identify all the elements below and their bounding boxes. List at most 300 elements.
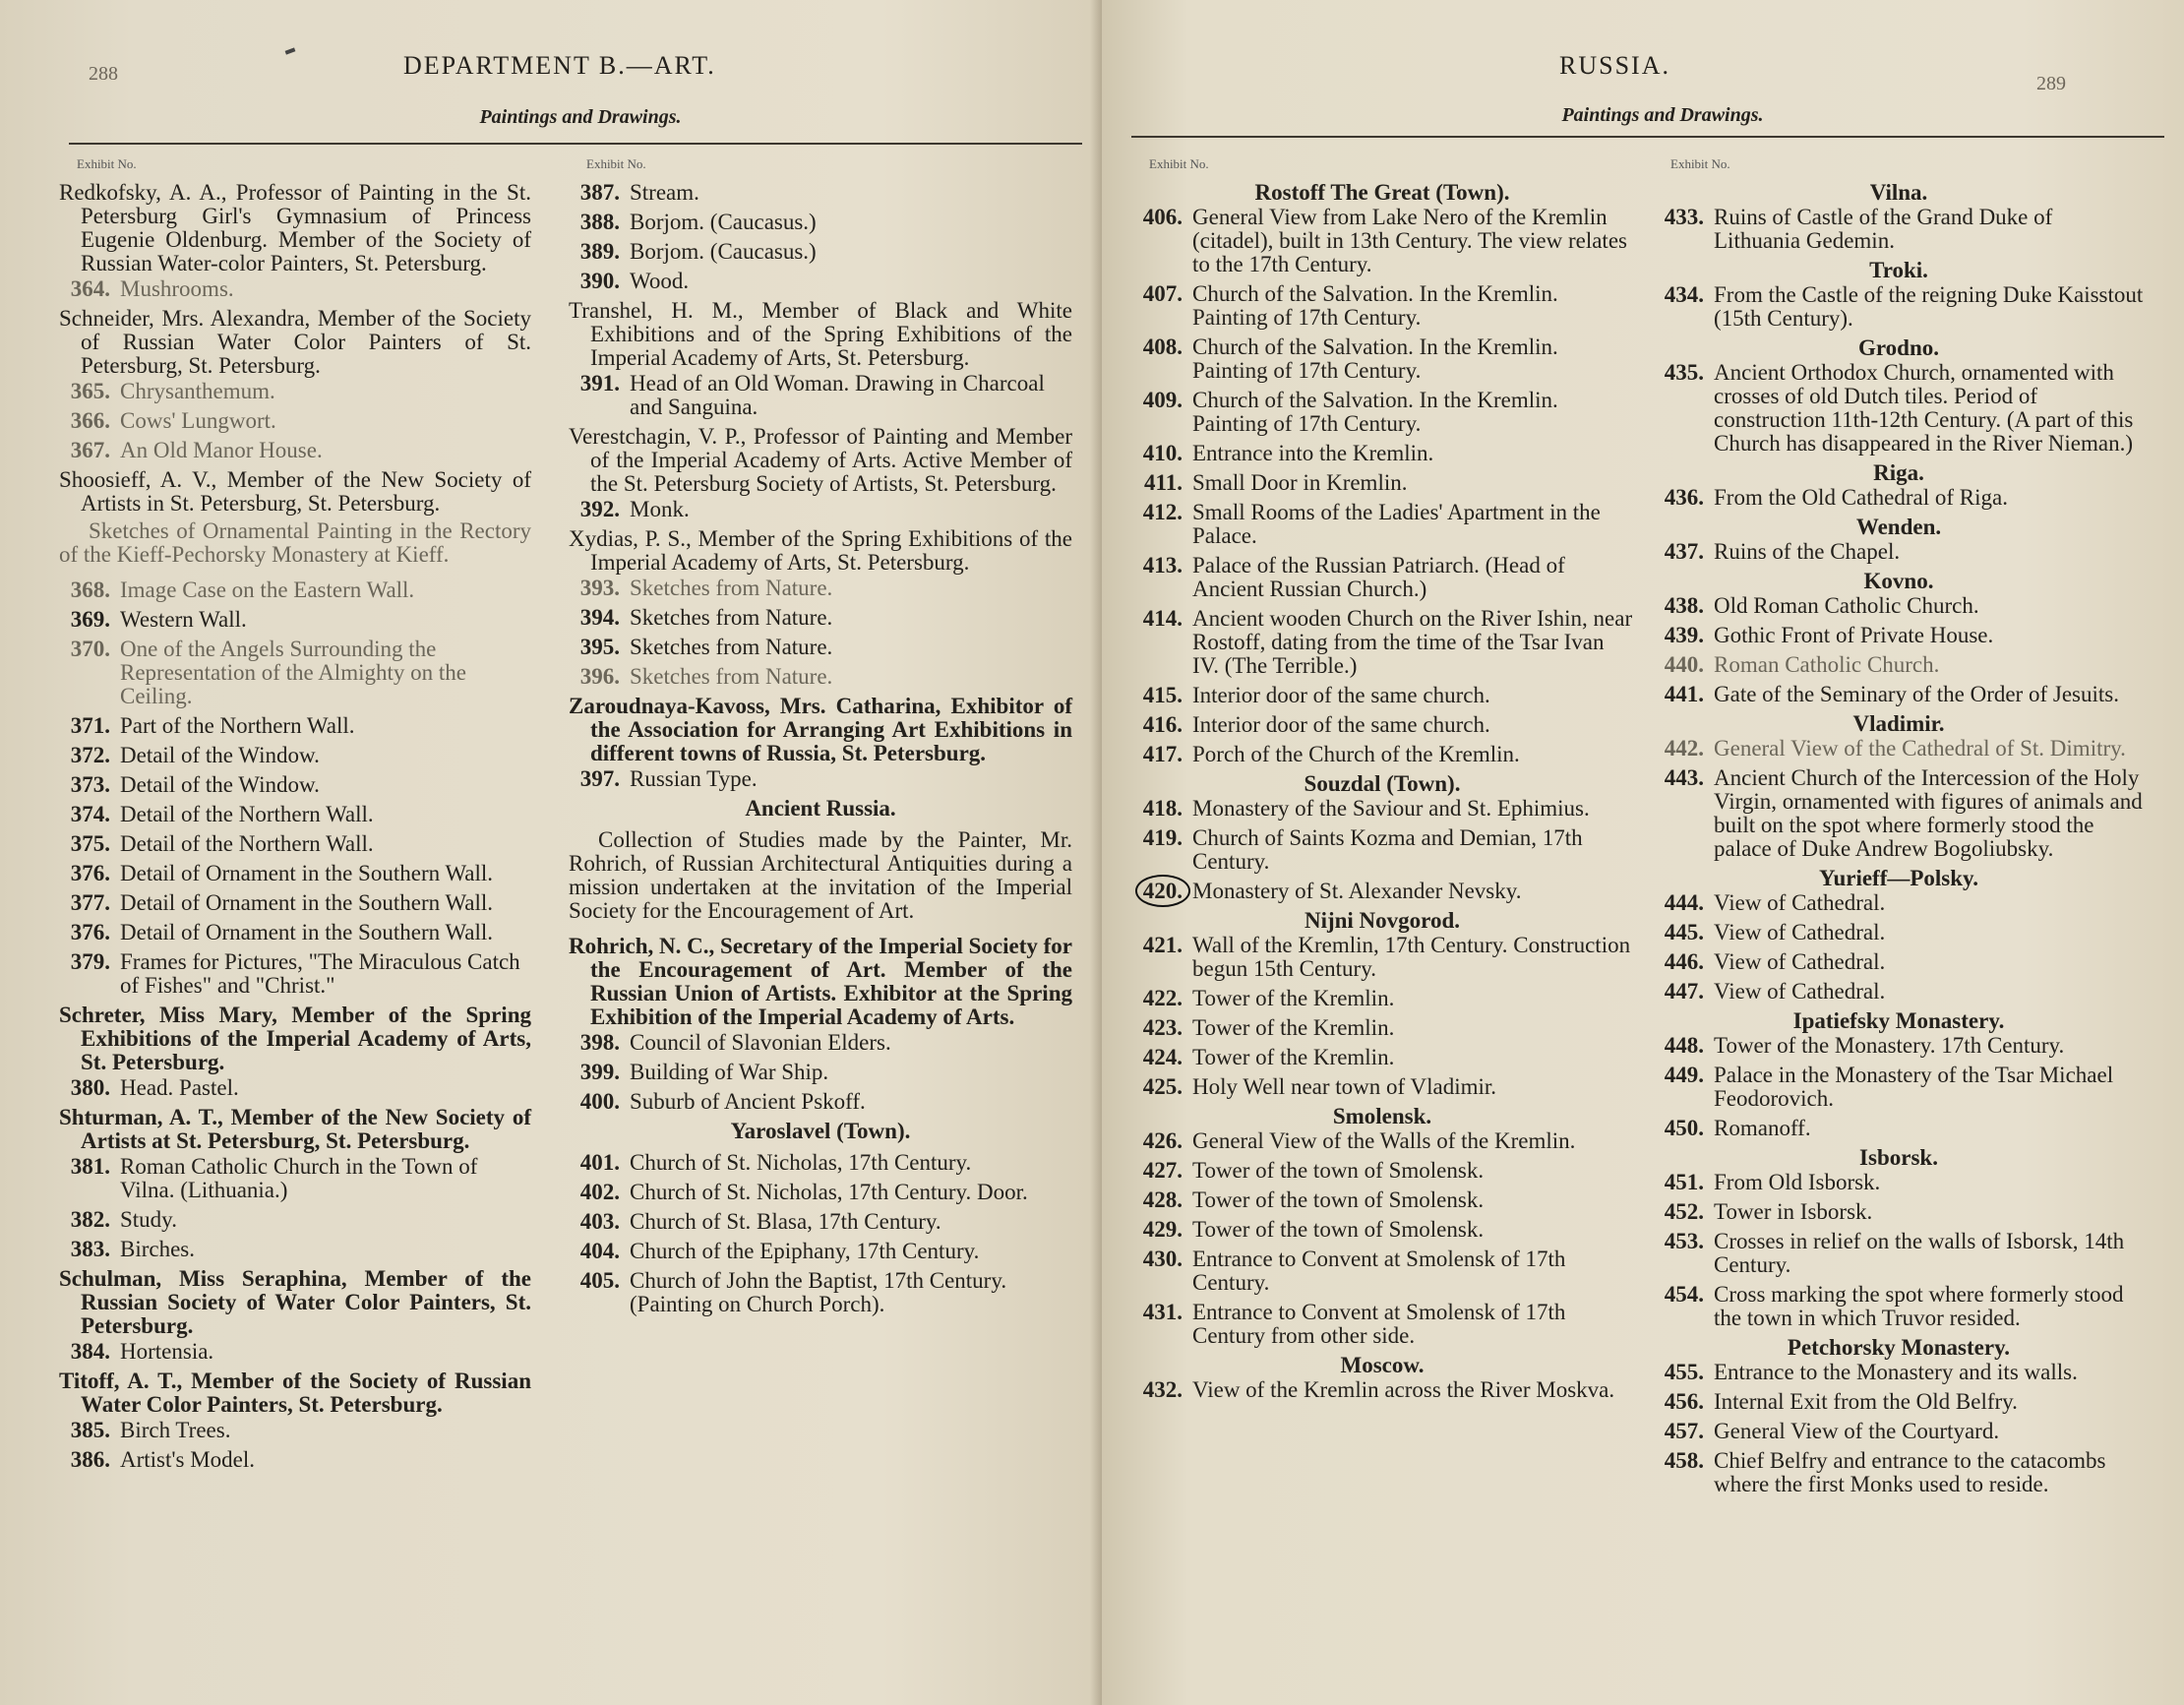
- exhibit-title: Cross marking the spot where formerly stood the town in which Truvor resided.: [1714, 1282, 2124, 1330]
- exhibit-number: 380.: [70, 1075, 110, 1100]
- exhibit-title: Birch Trees.: [120, 1418, 231, 1442]
- exhibit-number: 410.: [1142, 441, 1183, 465]
- exhibit-title: Monastery of St. Alexander Nevsky.: [1192, 879, 1522, 903]
- location-heading: Nijni Novgorod.: [1304, 908, 1461, 933]
- exhibit-title: From Old Isborsk.: [1714, 1170, 1881, 1194]
- exhibit-title: Suburb of Ancient Pskoff.: [630, 1089, 866, 1114]
- exhibit-item: [569, 1240, 1072, 1263]
- exhibit-item: [1653, 1171, 2145, 1194]
- exhibit-item: [1653, 950, 2145, 974]
- exhibit-title: Church of Saints Kozma and Demian, 17th Century.: [1192, 825, 1583, 874]
- exhibit-number: 385.: [70, 1418, 110, 1442]
- exhibit-title: Sketches from Nature.: [630, 605, 833, 630]
- exhibit-number: 441.: [1664, 682, 1704, 706]
- exhibit-number: 419.: [1142, 825, 1183, 850]
- exhibit-title: Western Wall.: [120, 607, 247, 632]
- exhibit-item: [59, 950, 531, 998]
- exhibit-title: Church of the Salvation. In the Kremlin. Painting of 17th Century.: [1192, 335, 1558, 383]
- header-rule-right: [1131, 136, 2164, 138]
- exhibit-item: [59, 409, 531, 433]
- column-head: Exhibit No.: [1670, 156, 1730, 171]
- exhibit-item: [1131, 934, 1633, 981]
- exhibit-number: 402.: [579, 1180, 620, 1204]
- exhibit-number: 393.: [579, 576, 620, 600]
- exhibit-item: [1653, 624, 2145, 647]
- exhibit-number: 458.: [1664, 1448, 1704, 1473]
- exhibit-number: 373.: [70, 772, 110, 797]
- exhibit-title: Ruins of Castle of the Grand Duke of Lithuania Gedemin.: [1714, 205, 2053, 253]
- exhibit-title: General View of the Cathedral of St. Dimitry.: [1714, 736, 2126, 761]
- exhibit-number: 443.: [1664, 765, 1704, 790]
- exhibit-item: [569, 372, 1072, 419]
- section-heading: Yaroslavel (Town).: [730, 1119, 911, 1143]
- exhibit-item: [1653, 1200, 2145, 1224]
- location-heading: Vladimir.: [1852, 711, 1945, 736]
- exhibit-item: [1131, 743, 1633, 766]
- exhibit-title: Church of the Salvation. In the Kremlin. Painting of 17th Century.: [1192, 281, 1558, 330]
- exhibit-number: 407.: [1142, 281, 1183, 306]
- exhibit-title: Porch of the Church of the Kremlin.: [1192, 742, 1520, 766]
- pencil-mark: [285, 47, 296, 54]
- exhibit-number: 414.: [1142, 606, 1183, 631]
- exhibit-title: Ancient Church of the Intercession of the Holy Virgin, ornamented with figures of animals and built on the spot where formerly stood the palace of Duke Andrew Bogoliubsky.: [1714, 765, 2143, 861]
- exhibit-number: 403.: [579, 1209, 620, 1234]
- exhibit-title: Crosses in relief on the walls of Isborsk, 14th Century.: [1714, 1229, 2125, 1277]
- artist-entry: Schulman, Miss Seraphina, Member of the Russian Society of Water Color Painters, St. Petersburg.: [59, 1266, 531, 1338]
- artist-entry: Shoosieff, A. V., Member of the New Society of Artists in St. Petersburg, St. Petersburg.: [59, 467, 531, 516]
- exhibit-item: [1653, 1420, 2145, 1443]
- exhibit-item: [1653, 540, 2145, 564]
- exhibit-title: Hortensia.: [120, 1339, 214, 1364]
- exhibit-title: View of Cathedral.: [1714, 979, 1886, 1004]
- exhibit-title: Detail of the Window.: [120, 743, 320, 767]
- exhibit-title: Detail of Ornament in the Southern Wall.: [120, 861, 494, 885]
- exhibit-title: Gate of the Seminary of the Order of Jesuits.: [1714, 682, 2119, 706]
- exhibit-number: 424.: [1142, 1045, 1183, 1069]
- column-2: [569, 157, 1072, 1322]
- exhibit-title: View of Cathedral.: [1714, 920, 1886, 944]
- exhibit-item: [59, 714, 531, 738]
- exhibit-item: [1131, 282, 1633, 330]
- exhibit-number: 457.: [1664, 1419, 1704, 1443]
- exhibit-number: 401.: [579, 1150, 620, 1175]
- exhibit-item: [1653, 683, 2145, 706]
- exhibit-item: [1131, 797, 1633, 821]
- column-head: Exhibit No.: [77, 156, 137, 171]
- exhibit-number: 387.: [579, 180, 620, 205]
- exhibit-number: 446.: [1664, 949, 1704, 974]
- exhibit-item: [1653, 1230, 2145, 1277]
- exhibit-item: [569, 636, 1072, 659]
- column-4: [1653, 157, 2145, 1502]
- exhibit-item: [59, 773, 531, 797]
- exhibit-number: 382.: [70, 1207, 110, 1232]
- location-heading: Petchorsky Monastery.: [1787, 1335, 2011, 1360]
- exhibit-title: Head. Pastel.: [120, 1075, 239, 1100]
- exhibit-item: [569, 270, 1072, 293]
- exhibit-number: 379.: [70, 949, 110, 974]
- exhibit-title: General View from Lake Nero of the Kremlin (citadel), built in 13th Century. The view relates to the 17th Century.: [1192, 205, 1627, 276]
- section-head-left: Paintings and Drawings.: [479, 106, 682, 128]
- exhibit-item: [569, 1210, 1072, 1234]
- exhibit-title: Roman Catholic Church in the Town of Vilna. (Lithuania.): [120, 1154, 478, 1202]
- exhibit-number: 431.: [1142, 1300, 1183, 1324]
- exhibit-item: [1653, 206, 2145, 253]
- exhibit-number: 432.: [1142, 1377, 1183, 1402]
- exhibit-number: 392.: [579, 497, 620, 521]
- exhibit-item: [1131, 206, 1633, 276]
- exhibit-title: Monastery of the Saviour and St. Ephimius.: [1192, 796, 1590, 821]
- exhibit-item: [59, 578, 531, 602]
- exhibit-title: An Old Manor House.: [120, 438, 323, 462]
- exhibit-title: View of Cathedral.: [1714, 890, 1886, 915]
- exhibit-title: Ancient wooden Church on the River Ishin, near Rostoff, dating from the time of the Tsar Ivan IV. (The Terrible.): [1192, 606, 1633, 678]
- exhibit-title: Mushrooms.: [120, 276, 234, 301]
- section-heading: Ancient Russia.: [745, 796, 896, 821]
- exhibit-item: [569, 606, 1072, 630]
- exhibit-number: 454.: [1664, 1282, 1704, 1307]
- exhibit-item: [569, 1269, 1072, 1316]
- column-3: [1131, 157, 1633, 1408]
- exhibit-number: 383.: [70, 1237, 110, 1261]
- exhibit-item: [569, 1031, 1072, 1055]
- exhibit-item: [59, 862, 531, 885]
- exhibit-title: Internal Exit from the Old Belfry.: [1714, 1389, 2018, 1414]
- location-heading: Ipatiefsky Monastery.: [1792, 1008, 2005, 1033]
- exhibit-title: Tower in Isborsk.: [1714, 1199, 1873, 1224]
- exhibit-item: [1131, 1075, 1633, 1099]
- exhibit-title: Tower of the Kremlin.: [1192, 1045, 1395, 1069]
- artist-entry: Zaroudnaya-Kavoss, Mrs. Catharina, Exhibitor of the Association for Arranging Art Exhibitions in different towns of Russia, St. Petersburg.: [569, 694, 1072, 765]
- artist-entry: Transhel, H. M., Member of Black and White Exhibitions and of the Spring Exhibitions of the Imperial Academy of Arts, St. Petersburg.: [569, 298, 1072, 370]
- exhibit-item: [569, 577, 1072, 600]
- exhibit-number: 452.: [1664, 1199, 1704, 1224]
- exhibit-title: One of the Angels Surrounding the Representation of the Almighty on the Ceiling.: [120, 637, 466, 708]
- exhibit-number: 438.: [1664, 593, 1704, 618]
- exhibit-title: Tower of the Kremlin.: [1192, 986, 1395, 1010]
- exhibit-title: Entrance to the Monastery and its walls.: [1714, 1360, 2078, 1384]
- location-heading: Riga.: [1873, 460, 1924, 485]
- exhibit-title: Palace in the Monastery of the Tsar Michael Feodorovich.: [1714, 1063, 2114, 1111]
- exhibit-title: Russian Type.: [630, 766, 758, 791]
- exhibit-number: 439.: [1664, 623, 1704, 647]
- running-head-right: RUSSIA.: [1559, 51, 1670, 80]
- exhibit-number: 422.: [1142, 986, 1183, 1010]
- exhibit-title: Sketches from Nature.: [630, 576, 833, 600]
- exhibit-item: [59, 1340, 531, 1364]
- exhibit-number: 418.: [1142, 796, 1183, 821]
- exhibit-item: [1131, 389, 1633, 436]
- exhibit-title: Church of the Salvation. In the Kremlin. Painting of 17th Century.: [1192, 388, 1558, 436]
- location-heading: Rostoff The Great (Town).: [1254, 180, 1510, 205]
- location-heading: Isborsk.: [1859, 1145, 1938, 1170]
- exhibit-number: 430.: [1142, 1247, 1183, 1271]
- exhibit-item: [59, 1238, 531, 1261]
- exhibit-title: Chrysanthemum.: [120, 379, 275, 403]
- location-heading: Vilna.: [1869, 180, 1928, 205]
- exhibit-title: Small Rooms of the Ladies' Apartment in the Palace.: [1192, 500, 1601, 548]
- location-heading: Kovno.: [1863, 569, 1934, 593]
- exhibit-title: Wall of the Kremlin, 17th Century. Construction begun 15th Century.: [1192, 933, 1631, 981]
- exhibit-title: Wood.: [630, 269, 690, 293]
- exhibit-title: Interior door of the same church.: [1192, 712, 1490, 737]
- exhibit-number: 448.: [1664, 1033, 1704, 1058]
- location-heading: Souzdal (Town).: [1304, 771, 1461, 796]
- exhibit-number: 376.: [70, 920, 110, 944]
- exhibit-title: Image Case on the Eastern Wall.: [120, 578, 415, 602]
- exhibit-title: Small Door in Kremlin.: [1192, 470, 1408, 495]
- exhibit-item: [569, 498, 1072, 521]
- exhibit-number: 449.: [1664, 1063, 1704, 1087]
- exhibit-item: [1131, 1248, 1633, 1295]
- exhibit-number: 386.: [70, 1447, 110, 1472]
- location-heading: Smolensk.: [1332, 1104, 1432, 1128]
- exhibit-title: Building of War Ship.: [630, 1060, 829, 1084]
- exhibit-title: Council of Slavonian Elders.: [630, 1030, 891, 1055]
- exhibit-item: [1653, 594, 2145, 618]
- exhibit-item: [1131, 1188, 1633, 1212]
- exhibit-item: [1131, 713, 1633, 737]
- artist-entry: Titoff, A. T., Member of the Society of Russian Water Color Painters, St. Petersburg.: [59, 1369, 531, 1417]
- exhibit-title: Sketches from Nature.: [630, 664, 833, 689]
- exhibit-item: [1131, 1301, 1633, 1348]
- exhibit-number: 374.: [70, 802, 110, 826]
- exhibit-item: [59, 921, 531, 944]
- column-1: [59, 157, 531, 1478]
- exhibit-number: 406.: [1142, 205, 1183, 229]
- exhibit-title: Borjom. (Caucasus.): [630, 239, 817, 264]
- exhibit-item: [1131, 554, 1633, 601]
- exhibit-number: 420.: [1131, 880, 1192, 903]
- exhibit-item: [59, 744, 531, 767]
- exhibit-number: 365.: [70, 379, 110, 403]
- exhibit-item: [569, 181, 1072, 205]
- header-rule-left: [69, 143, 1082, 145]
- artist-entry: Shturman, A. T., Member of the New Society of Artists at St. Petersburg, St. Petersburg.: [59, 1105, 531, 1153]
- exhibit-title: Chief Belfry and entrance to the catacombs where the first Monks used to reside.: [1714, 1448, 2106, 1496]
- exhibit-number: 396.: [579, 664, 620, 689]
- exhibit-title: Interior door of the same church.: [1192, 683, 1490, 707]
- exhibit-item: [59, 638, 531, 708]
- exhibit-number: 455.: [1664, 1360, 1704, 1384]
- exhibit-title: General View of the Courtyard.: [1714, 1419, 2000, 1443]
- exhibit-title: Part of the Northern Wall.: [120, 713, 355, 738]
- exhibit-number: 372.: [70, 743, 110, 767]
- right-page: [1102, 0, 2184, 1705]
- exhibit-item: [1131, 826, 1633, 874]
- exhibit-number: 416.: [1142, 712, 1183, 737]
- exhibit-title: Church of the Epiphany, 17th Century.: [630, 1239, 980, 1263]
- location-heading: Wenden.: [1855, 515, 1942, 539]
- exhibit-title: Ancient Orthodox Church, ornamented with crosses of old Dutch tiles. Period of construction 11th-12th Century. (A part of this Church has disappeared in the River Nieman.): [1714, 360, 2134, 456]
- exhibit-number: 367.: [70, 438, 110, 462]
- exhibit-number: 417.: [1142, 742, 1183, 766]
- exhibit-item: [1653, 766, 2145, 861]
- exhibit-item: [569, 1181, 1072, 1204]
- exhibit-item: [1131, 335, 1633, 383]
- exhibit-number: 370.: [70, 637, 110, 661]
- exhibit-title: Study.: [120, 1207, 177, 1232]
- description-paragraph: Collection of Studies made by the Painter, Mr. Rohrich, of Russian Architectural Antiquities during a mission undertaken at the invitation of the Imperial Society for the Encouragement of Art.: [569, 827, 1072, 923]
- exhibit-title: Entrance into the Kremlin.: [1192, 441, 1434, 465]
- exhibit-item: [1653, 921, 2145, 944]
- exhibit-number: 408.: [1142, 335, 1183, 359]
- exhibit-number: 391.: [579, 371, 620, 396]
- exhibit-item: [59, 1448, 531, 1472]
- exhibit-title: From the Old Cathedral of Riga.: [1714, 485, 2008, 510]
- exhibit-number: 390.: [579, 269, 620, 293]
- exhibit-number: 368.: [70, 578, 110, 602]
- exhibit-number: 435.: [1664, 360, 1704, 385]
- exhibit-number: 456.: [1664, 1389, 1704, 1414]
- exhibit-item: [1653, 1064, 2145, 1111]
- exhibit-item: [1131, 1218, 1633, 1242]
- exhibit-item: [1653, 1390, 2145, 1414]
- exhibit-item: [1653, 891, 2145, 915]
- exhibit-item: [1653, 1034, 2145, 1058]
- exhibit-number: 405.: [579, 1268, 620, 1293]
- exhibit-number: 436.: [1664, 485, 1704, 510]
- exhibit-title: Church of John the Baptist, 17th Century. (Painting on Church Porch).: [630, 1268, 1007, 1316]
- exhibit-number: 411.: [1144, 470, 1183, 495]
- exhibit-title: Monk.: [630, 497, 690, 521]
- exhibit-title: Tower of the Monastery. 17th Century.: [1714, 1033, 2065, 1058]
- column-head: Exhibit No.: [1149, 156, 1209, 171]
- exhibit-item: [569, 1090, 1072, 1114]
- exhibit-number: 428.: [1142, 1187, 1183, 1212]
- exhibit-item: [59, 1208, 531, 1232]
- exhibit-item: [1653, 653, 2145, 677]
- exhibit-number: 445.: [1664, 920, 1704, 944]
- exhibit-item: [569, 211, 1072, 234]
- exhibit-title: Birches.: [120, 1237, 196, 1261]
- exhibit-title: Frames for Pictures, "The Miraculous Catch of Fishes" and "Christ.": [120, 949, 520, 998]
- exhibit-title: Tower of the town of Smolensk.: [1192, 1158, 1485, 1183]
- exhibit-title: Church of St. Nicholas, 17th Century.: [630, 1150, 972, 1175]
- exhibit-number: 377.: [70, 890, 110, 915]
- exhibit-number: 409.: [1142, 388, 1183, 412]
- exhibit-item: [59, 608, 531, 632]
- exhibit-title: Gothic Front of Private House.: [1714, 623, 1994, 647]
- exhibit-item: [59, 832, 531, 856]
- exhibit-number: 364.: [70, 276, 110, 301]
- exhibit-item: [1653, 980, 2145, 1004]
- exhibit-title: Detail of the Window.: [120, 772, 320, 797]
- exhibit-number: 398.: [579, 1030, 620, 1055]
- exhibit-number: 433.: [1664, 205, 1704, 229]
- exhibit-number: 404.: [579, 1239, 620, 1263]
- exhibit-number: 399.: [579, 1060, 620, 1084]
- exhibit-title: Holy Well near town of Vladimir.: [1192, 1074, 1497, 1099]
- exhibit-number: 426.: [1142, 1128, 1183, 1153]
- artist-entry: Schneider, Mrs. Alexandra, Member of the Society of Russian Water Color Painters of St. Petersburg, St. Petersburg.: [59, 306, 531, 378]
- exhibit-number: 389.: [579, 239, 620, 264]
- exhibit-number: 451.: [1664, 1170, 1704, 1194]
- artist-entry: Xydias, P. S., Member of the Spring Exhibitions of the Imperial Academy of Arts, St. Petersburg.: [569, 526, 1072, 575]
- exhibit-item: [1131, 1159, 1633, 1183]
- exhibit-item: [1653, 486, 2145, 510]
- exhibit-item: [1653, 1449, 2145, 1496]
- exhibit-item: [59, 1419, 531, 1442]
- exhibit-title: Borjom. (Caucasus.): [630, 210, 817, 234]
- exhibit-item: [1131, 501, 1633, 548]
- exhibit-title: Old Roman Catholic Church.: [1714, 593, 1979, 618]
- exhibit-number: 395.: [579, 635, 620, 659]
- exhibit-item: [1653, 1117, 2145, 1140]
- exhibit-number: 421.: [1142, 933, 1183, 957]
- exhibit-item: [569, 767, 1072, 791]
- exhibit-item: [1653, 1283, 2145, 1330]
- exhibit-number: 375.: [70, 831, 110, 856]
- artist-entry: Redkofsky, A. A., Professor of Painting in the St. Petersburg Girl's Gymnasium of Princess Eugenie Oldenburg. Member of the Society of Russian Water-color Painters, St. Petersburg.: [59, 180, 531, 275]
- exhibit-title: General View of the Walls of the Kremlin.: [1192, 1128, 1576, 1153]
- exhibit-number: 437.: [1664, 539, 1704, 564]
- exhibit-item: [59, 891, 531, 915]
- exhibit-title: Cows' Lungwort.: [120, 408, 276, 433]
- exhibit-title: Palace of the Russian Patriarch. (Head of Ancient Russian Church.): [1192, 553, 1565, 601]
- exhibit-title: Head of an Old Woman. Drawing in Charcoal and Sanguina.: [630, 371, 1045, 419]
- exhibit-number: 415.: [1142, 683, 1183, 707]
- exhibit-title: Detail of Ornament in the Southern Wall.: [120, 890, 494, 915]
- exhibit-item: [569, 1061, 1072, 1084]
- exhibit-number: 369.: [70, 607, 110, 632]
- exhibit-number: 440.: [1664, 652, 1704, 677]
- exhibit-item: [569, 240, 1072, 264]
- section-head-right: Paintings and Drawings.: [1561, 104, 1764, 126]
- exhibit-title: View of the Kremlin across the River Moskva.: [1192, 1377, 1615, 1402]
- exhibit-item: [59, 1155, 531, 1202]
- location-heading: Grodno.: [1857, 335, 1940, 360]
- exhibit-title: Sketches from Nature.: [630, 635, 833, 659]
- exhibit-number: 397.: [579, 766, 620, 791]
- page-number-right: 289: [2036, 73, 2066, 94]
- exhibit-item: [1131, 471, 1633, 495]
- exhibit-item: [59, 1076, 531, 1100]
- exhibit-number: 394.: [579, 605, 620, 630]
- exhibit-item: [1653, 283, 2145, 331]
- exhibit-number: 371.: [70, 713, 110, 738]
- exhibit-number: 425.: [1142, 1074, 1183, 1099]
- exhibit-number: 423.: [1142, 1015, 1183, 1040]
- exhibit-number: 376.: [70, 861, 110, 885]
- exhibit-item: [1653, 1361, 2145, 1384]
- exhibit-number: 381.: [70, 1154, 110, 1179]
- exhibit-title: Entrance to Convent at Smolensk of 17th Century.: [1192, 1247, 1566, 1295]
- exhibit-number: 442.: [1664, 736, 1704, 761]
- exhibit-item: [1131, 684, 1633, 707]
- page-number-left: 288: [89, 63, 118, 85]
- exhibit-title: Church of St. Nicholas, 17th Century. Door.: [630, 1180, 1028, 1204]
- exhibit-item: [1131, 1378, 1633, 1402]
- exhibit-number: 434.: [1664, 282, 1704, 307]
- description-paragraph: Sketches of Ornamental Painting in the Rectory of the Kieff-Pechorsky Monastery at Kieff.: [59, 518, 531, 567]
- exhibit-title: Detail of Ornament in the Southern Wall.: [120, 920, 494, 944]
- exhibit-item: [569, 1151, 1072, 1175]
- exhibit-title: Entrance to Convent at Smolensk of 17th Century from other side.: [1192, 1300, 1566, 1348]
- exhibit-item: [1653, 737, 2145, 761]
- exhibit-item: [1131, 442, 1633, 465]
- exhibit-number: 400.: [579, 1089, 620, 1114]
- exhibit-title: Church of St. Blasa, 17th Century.: [630, 1209, 941, 1234]
- exhibit-title: Detail of the Northern Wall.: [120, 802, 374, 826]
- exhibit-title: Ruins of the Chapel.: [1714, 539, 1901, 564]
- exhibit-title: Tower of the town of Smolensk.: [1192, 1217, 1485, 1242]
- exhibit-number: 429.: [1142, 1217, 1183, 1242]
- exhibit-title: Artist's Model.: [120, 1447, 256, 1472]
- exhibit-number: 384.: [70, 1339, 110, 1364]
- exhibit-number: 450.: [1664, 1116, 1704, 1140]
- exhibit-title: Roman Catholic Church.: [1714, 652, 1940, 677]
